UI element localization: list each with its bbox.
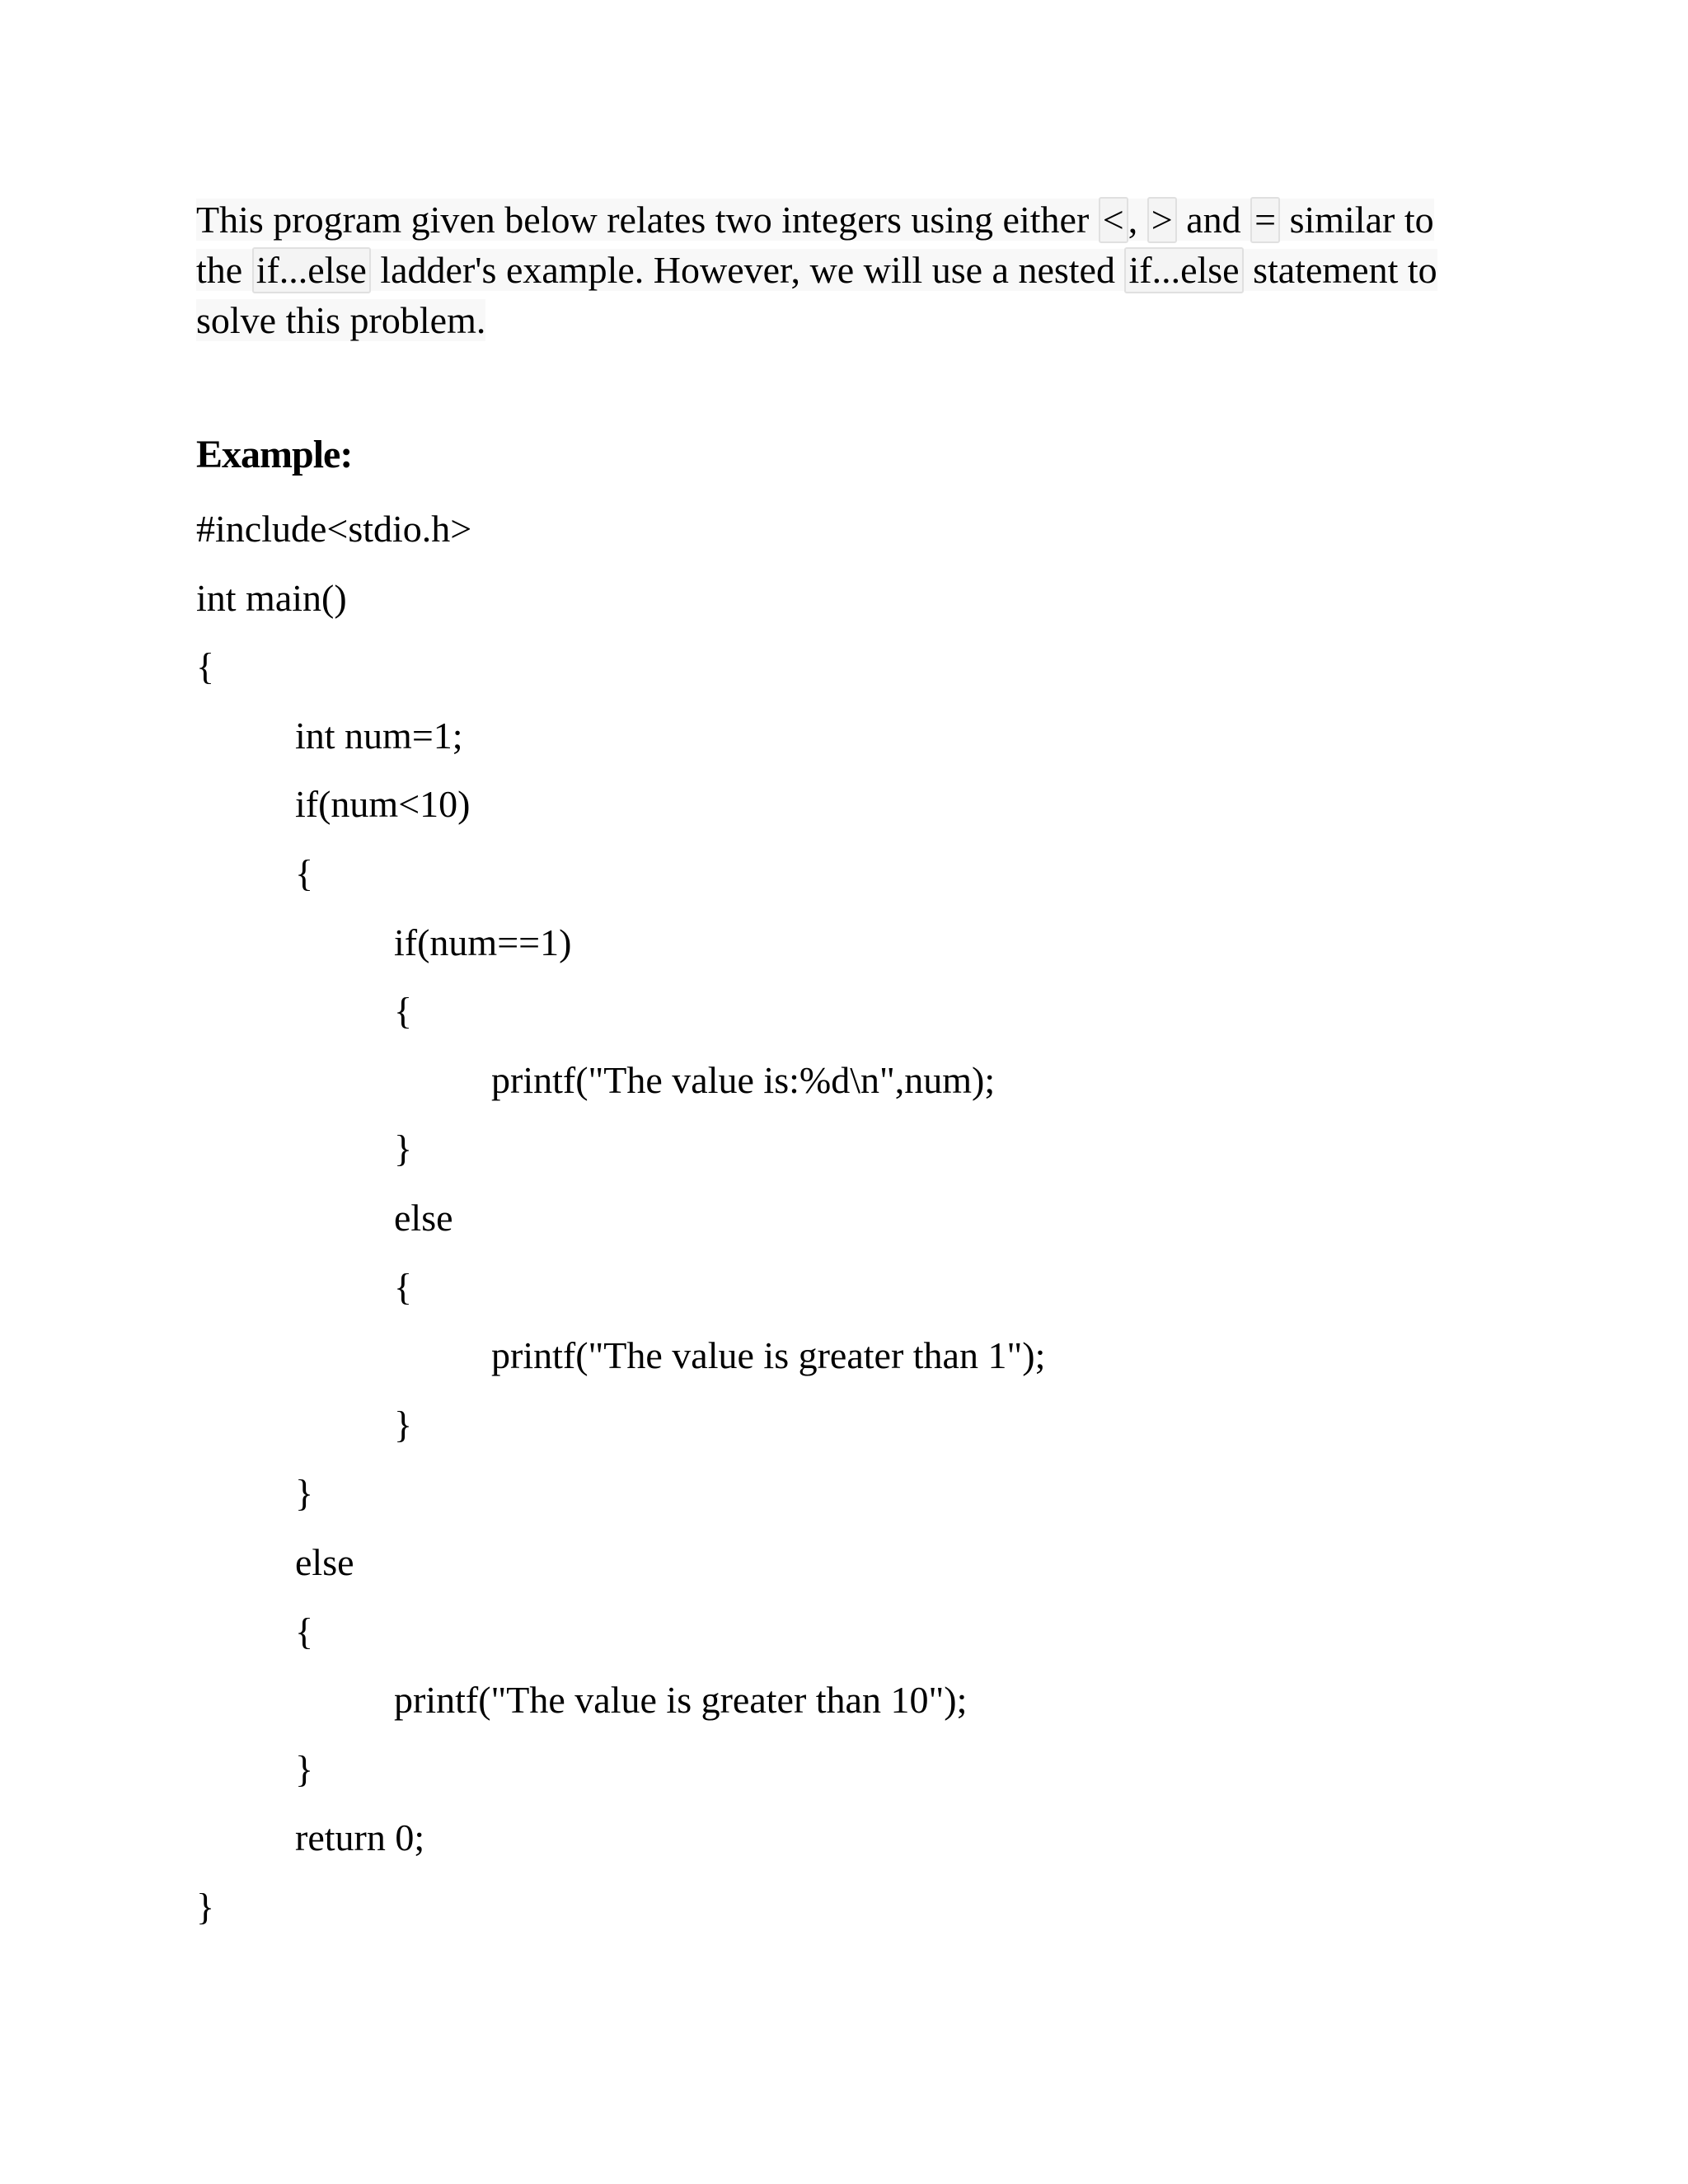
- equals-code: =: [1250, 197, 1280, 243]
- code-line: }: [394, 1403, 413, 1446]
- code-line: }: [295, 1747, 314, 1790]
- intro-text-1: This program given below relates two integers using either: [196, 199, 1099, 241]
- code-line: printf("The value is greater than 10");: [394, 1679, 968, 1722]
- code-line: }: [196, 1885, 215, 1928]
- code-listing: [196, 504, 1045, 1951]
- code-line: {: [295, 851, 314, 894]
- code-line: }: [295, 1472, 314, 1515]
- code-line: }: [394, 1127, 413, 1170]
- code-line: #include<stdio.h>: [196, 508, 472, 550]
- code-line: {: [394, 1265, 413, 1308]
- ifelse-code-2: if...else: [1124, 247, 1243, 293]
- code-line: int num=1;: [295, 714, 463, 757]
- code-line: return 0;: [295, 1816, 425, 1859]
- greater-than-code: >: [1147, 197, 1177, 243]
- code-line: if(num==1): [394, 921, 572, 963]
- intro-text-3: ladder's example. However, we will use a nested: [370, 249, 1125, 291]
- code-line: int main(): [196, 576, 347, 619]
- code-line: {: [394, 990, 413, 1033]
- example-heading: Example:: [196, 433, 353, 476]
- intro-paragraph: [196, 194, 1449, 345]
- intro-comma: ,: [1128, 199, 1147, 241]
- code-line: else: [394, 1196, 453, 1239]
- code-line: {: [196, 645, 215, 688]
- code-line: {: [295, 1610, 314, 1652]
- code-line: printf("The value is:%d\n",num);: [491, 1058, 996, 1101]
- intro-text-2: similar to the: [196, 199, 1434, 291]
- intro-and: and: [1176, 199, 1251, 241]
- code-line: if(num<10): [295, 783, 471, 826]
- ifelse-code-1: if...else: [252, 247, 371, 293]
- less-than-code: <: [1099, 197, 1128, 243]
- code-line: else: [295, 1540, 354, 1583]
- code-line: printf("The value is greater than 1");: [491, 1334, 1046, 1377]
- intro-text-4: statement to solve this problem.: [196, 249, 1437, 341]
